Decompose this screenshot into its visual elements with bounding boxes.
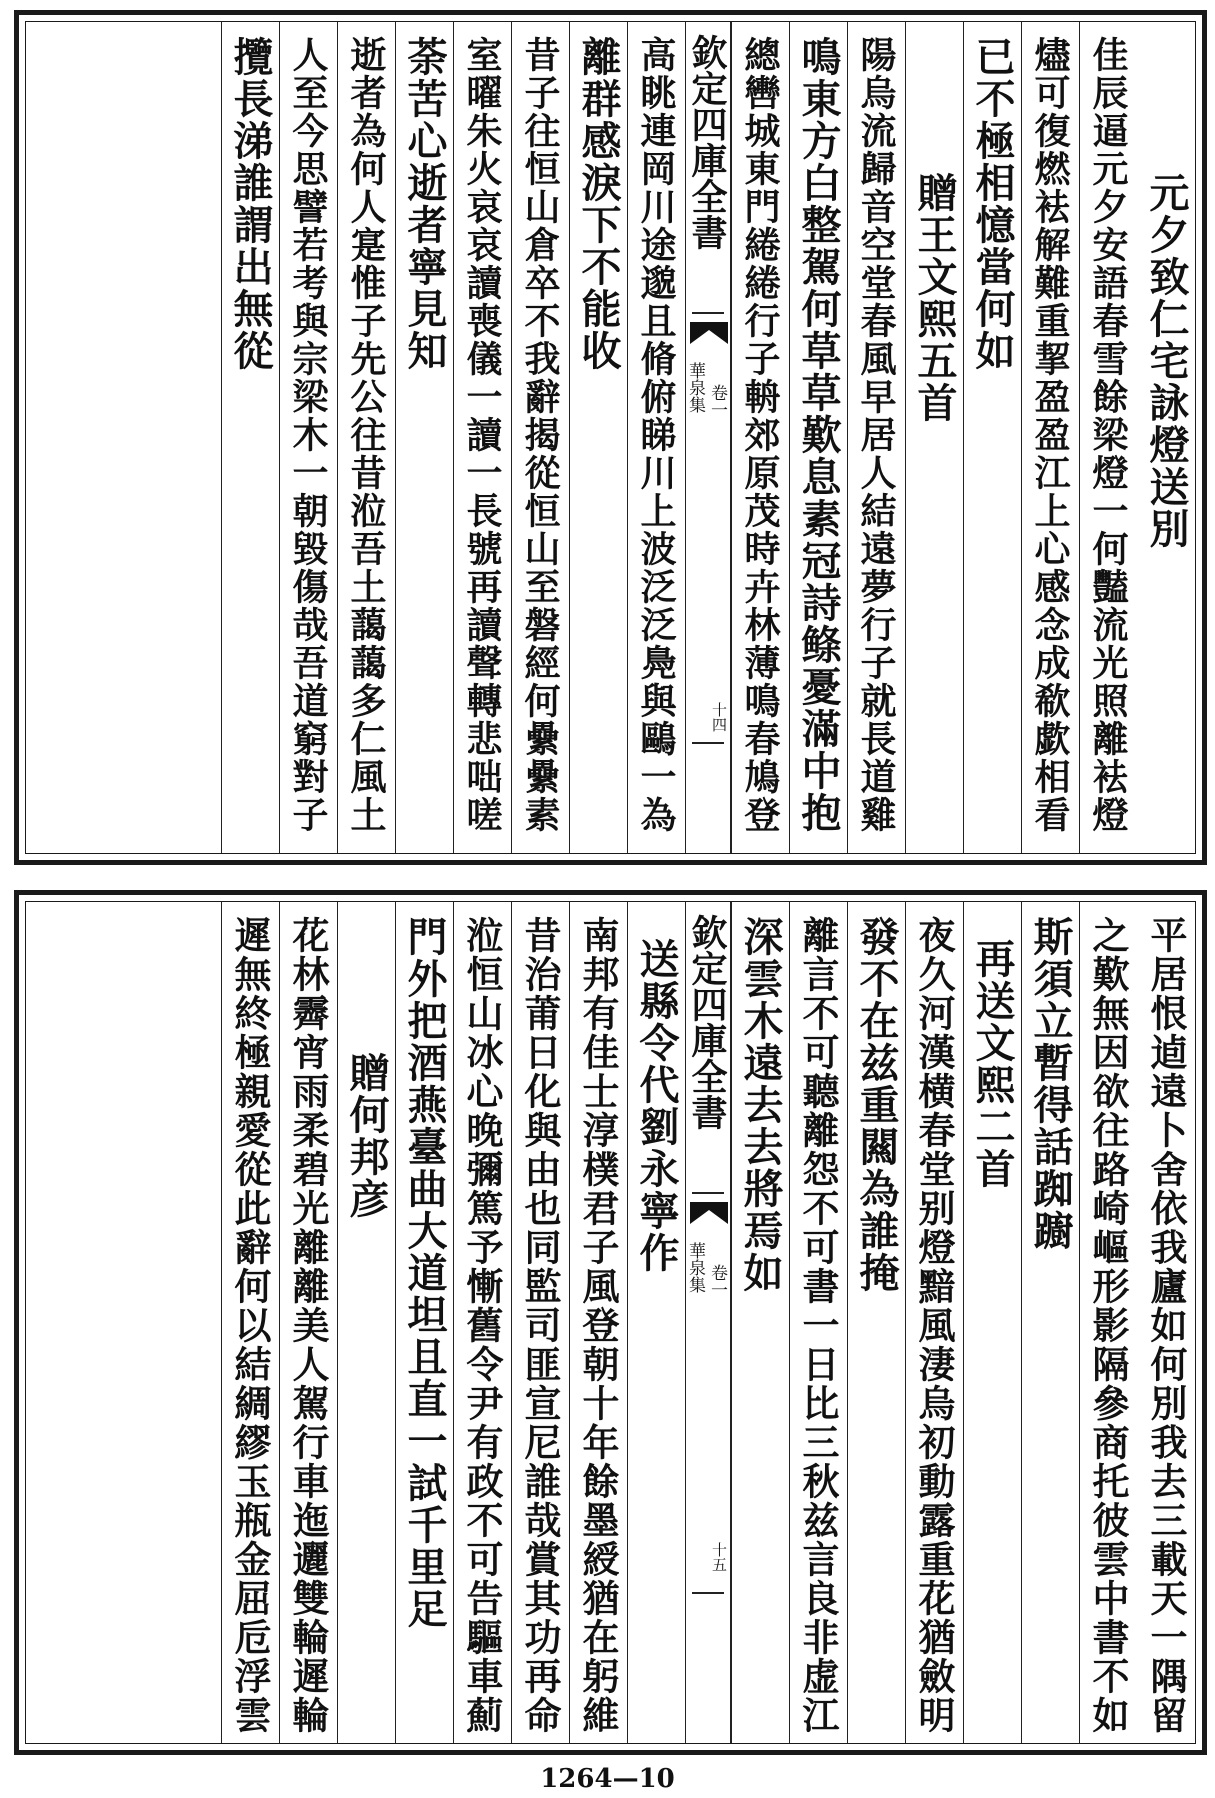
banner-page-number: 十五 — [710, 1542, 728, 1572]
text-column — [569, 902, 627, 1743]
center-banner-column — [685, 902, 731, 1743]
text-column — [627, 22, 685, 853]
text-column — [221, 902, 279, 1743]
poem-title: 贈何邦彦 — [343, 1052, 390, 1220]
poem-title: 送縣令代劉永寧作 — [633, 938, 680, 1274]
text-column — [511, 902, 569, 1743]
poem-line: 離群感淚下不能收 — [575, 36, 622, 372]
poem-line: 鳴東方白整駕何草草歎息素冠詩鲦憂滿中抱 — [795, 36, 842, 834]
fish-tail-mark-icon — [690, 322, 726, 344]
banner-rule — [692, 1592, 724, 1594]
poem-line: 攬長涕誰謂出無從 — [227, 36, 274, 372]
upper-page-frame — [25, 21, 1196, 854]
poem-title-column — [337, 902, 395, 1743]
text-column — [731, 902, 789, 1743]
text-column — [789, 902, 847, 1743]
fish-tail-mark-icon — [690, 1202, 726, 1224]
text-column — [963, 22, 1021, 853]
poem-line: 佳辰逼元夕安語春雪餘梁燈一何豔流光照離袪燈 — [1087, 36, 1129, 834]
poem-line: 涖恒山冰心晚彌篤予慚舊令尹有政不可告驅車薊 — [460, 916, 504, 1735]
banner-rule — [692, 312, 724, 314]
text-column — [511, 22, 569, 853]
text-column — [221, 22, 279, 853]
poem-title: 贈王文熙五首 — [911, 172, 958, 424]
banner-title: 欽定四庫全書 — [686, 34, 728, 250]
text-column — [337, 22, 395, 853]
text-column — [847, 22, 905, 853]
poem-line: 陽烏流歸音空堂春風早居人結遠夢行子就長道雞 — [855, 36, 897, 834]
text-column — [731, 22, 789, 853]
text-column — [279, 22, 337, 853]
poem-line: 人至今思譬若考與宗梁木一朝毀傷哉吾道窮對子 — [287, 36, 329, 834]
text-column — [905, 902, 963, 1743]
text-column — [1021, 22, 1079, 853]
lower-page-frame — [25, 901, 1196, 1744]
poem-line: 逝者為何人寔惟子先公往昔涖吾土藹藹多仁風土 — [345, 36, 387, 834]
poem-line: 室曜朱火哀哀讀喪儀一讀一長號再讀聲轉悲咄嗟 — [461, 36, 503, 834]
text-column — [789, 22, 847, 853]
poem-line: 昔子往恒山倉卒不我辭揭從恒山至磐經何纍纍素 — [519, 36, 561, 834]
banner-page-number: 十四 — [710, 702, 728, 732]
poem-title: 元夕致仁宅詠燈送別 — [1143, 172, 1190, 550]
center-banner-column — [685, 22, 731, 853]
poem-title-column — [963, 902, 1021, 1743]
banner-book-name: 華泉集 — [685, 1242, 705, 1293]
poem-line: 發不在兹重闗為誰掩 — [853, 916, 900, 1294]
poem-line: 離言不可聽離怨不可書一日比三秋兹言良非虚江 — [796, 916, 840, 1735]
text-column — [395, 902, 453, 1743]
text-column — [1021, 902, 1079, 1743]
poem-line: 荼苦心逝者寧見知 — [401, 36, 448, 372]
banner-title: 欽定四庫全書 — [686, 914, 728, 1130]
banner-juan: 卷一 — [707, 384, 727, 418]
poem-line: 平居恨逌遠卜舍依我廬如何別我去三載天一隅留 — [1144, 916, 1188, 1735]
text-column — [569, 22, 627, 853]
text-column — [1079, 22, 1137, 853]
poem-title-column — [627, 902, 685, 1743]
text-column — [453, 902, 511, 1743]
banner-rule — [692, 1192, 724, 1194]
text-column — [395, 22, 453, 853]
banner-juan: 卷一 — [707, 1264, 727, 1298]
poem-title-column — [905, 22, 963, 853]
poem-line: 南邦有佳士淳樸君子風登朝十年餘墨綬猶在躬維 — [576, 916, 620, 1735]
poem-line: 之歎無因欲往路崎嶇形影隔參商托彼雲中書不如 — [1086, 916, 1130, 1735]
poem-line: 深雲木遠去去將焉如 — [737, 916, 784, 1294]
poem-line: 門外把酒燕臺曲大道坦且直一試千里足 — [401, 916, 448, 1630]
poem-line: 燼可復燃袪解難重挈盈盈江上心感念成欷歔相看 — [1029, 36, 1071, 834]
text-column — [1137, 902, 1195, 1743]
lower-page — [14, 890, 1207, 1755]
poem-line: 高眺連岡川途邈且脩俯睇川上波泛泛鳧與鷗一為 — [635, 36, 677, 834]
poem-line: 已不極相憶當何如 — [969, 36, 1016, 372]
banner-book-name: 華泉集 — [685, 362, 705, 413]
poem-line: 斯須立暫得話踟躕 — [1027, 916, 1074, 1252]
poem-title: 再送文熙二首 — [969, 938, 1016, 1190]
banner-rule — [692, 742, 724, 744]
text-column — [1079, 902, 1137, 1743]
page-footer-number: 1264—10 — [540, 1764, 675, 1794]
poem-title-column — [1137, 22, 1195, 853]
poem-line: 遲無終極親愛從此辭何以結綢繆玉瓶金屈卮浮雲 — [228, 916, 272, 1735]
text-column — [279, 902, 337, 1743]
upper-page — [14, 10, 1207, 865]
text-column — [453, 22, 511, 853]
poem-line: 總轡城東門綣綣行子輈郊原茂時卉林薄鳴春鳩登 — [739, 36, 781, 834]
poem-line: 夜久河漢横春堂别燈黯風淒烏初動露重花猶斂明 — [912, 916, 956, 1735]
poem-line: 花林霽宵雨柔碧光離離美人駕行車迤邐雙輪遲輪 — [286, 916, 330, 1735]
text-column — [847, 902, 905, 1743]
poem-line: 昔治莆日化與由也同監司匪宣尼誰哉賞其功再命 — [518, 916, 562, 1735]
